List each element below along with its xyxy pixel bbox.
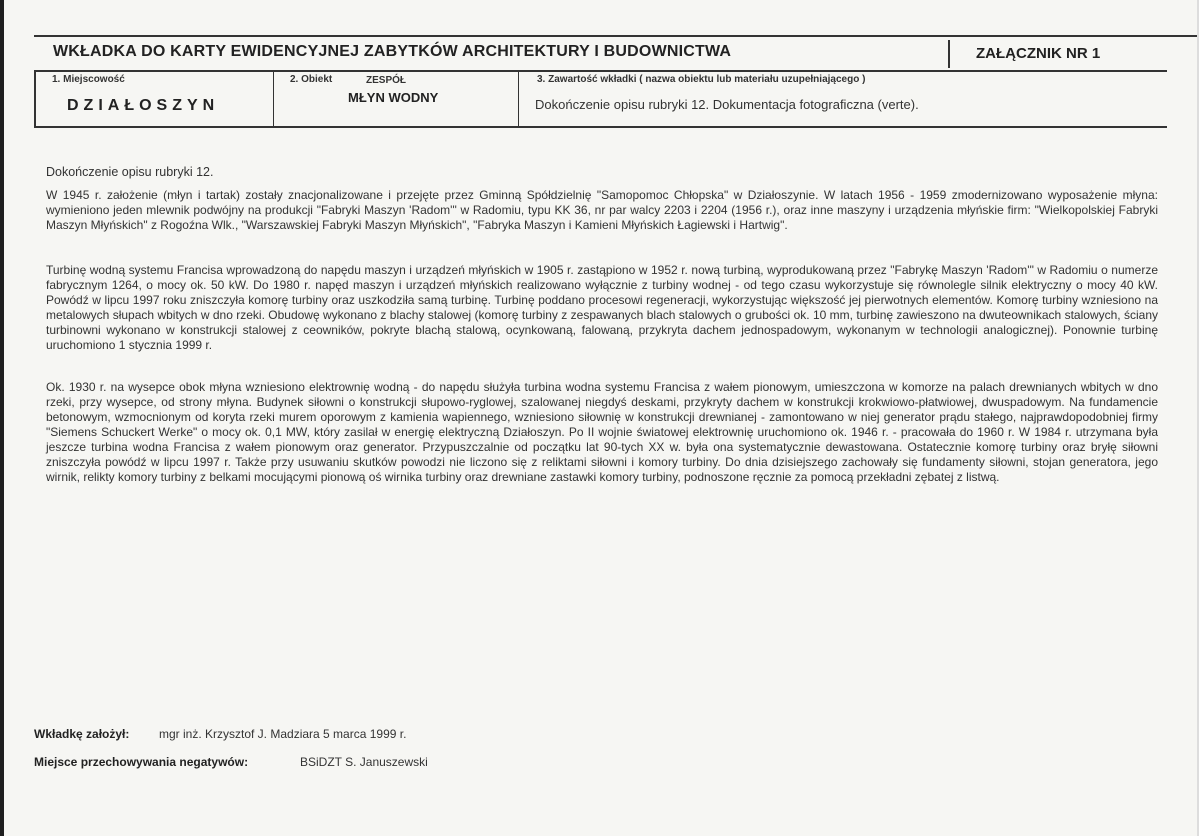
field-divider-1: [273, 70, 274, 127]
author-value: mgr inż. Krzysztof J. Madziara 5 marca 1999 r.: [159, 727, 407, 741]
paragraph-3: Ok. 1930 r. na wysepce obok młyna wzniesiono elektrownię wodną - do napędu służyła turbina wodna systemu Francisa z wałem pionowym, umieszczona w komorze na palach drewnianych wbitych w dno rzeki, przy wysepce, od strony młyna. Budynek siłowni o konstrukcji słupowo-ryglowej, szalowanej niegdyś deskami, przykryty dachem w konstrukcji krokwiowo-płatwiowej, dwuspadowym. Na fundamencie betonowym, wzmocnionym od koryta rzeki murem oporowym z kamienia wapiennego, wzniesiono siłownię w konstrukcji drewnianej - zamontowano w niej generator prądu stałego, najprawdopodobniej firmy "Siemens Schuckert Werke" o mocy ok. 0,1 MW, który zasilał w energię elektryczną Działoszyn. Po II wojnie światowej elektrownię uruchomiono ok. 1946 r. - pracowała do 1960 r. W 1984 r. utrzymana była jeszcze turbina wodna Francisa z wałem pionowym oraz generator. Przypuszczalnie od początku lat 90-tych XX w. była ona systematycznie dewastowana. Ostatecznie komorę turbiny oraz bryłę siłowni zniszczyła powódź w lipcu 1997 r. Także przy usuwaniu skutków powodzi nie liczono się z reliktami siłowni i komory turbiny. Do dnia dzisiejszego zachowały się fundamenty siłowni, stojan generatora, jego wirnik, relikty komory turbiny z belkami mocującymi pionową oś wirnika turbiny oraz drewniane zastawki komory turbiny, podnoszone ręcznie za pomocą przekładni zębatej z listwą.: [46, 380, 1158, 484]
form-title: WKŁADKA DO KARTY EWIDENCYJNEJ ZABYTKÓW ARCHITEKTURY I BUDOWNICTWA: [53, 43, 732, 60]
header-divider: [948, 40, 950, 68]
header-top-rule: [34, 35, 1199, 37]
section-title: Dokończenie opisu rubryki 12.: [46, 165, 214, 179]
content-label: 3. Zawartość wkładki ( nazwa obiektu lub materiału uzupełniającego ): [537, 74, 866, 85]
negatives-value: BSiDZT S. Januszewski: [300, 755, 428, 769]
place-value: DZIAŁOSZYN: [67, 97, 220, 114]
author-label: Wkładkę założył:: [34, 727, 130, 741]
fields-top-rule: [34, 70, 1167, 72]
content-value: Dokończenie opisu rubryki 12. Dokumentacja fotograficzna (verte).: [535, 97, 919, 112]
field-divider-2: [518, 70, 519, 127]
object-label: 2. Obiekt: [290, 74, 333, 85]
paragraph-1: W 1945 r. założenie (młyn i tartak) zostały znacjonalizowane i przejęte przez Gminną Spółdzielnię "Samopomoc Chłopska" w Działoszynie. W latach 1956 - 1959 zmodernizowano wyposażenie młyna: wymieniono jeden mlewnik podwójny na produkcji "Fabryki Maszyn 'Radom'" w Radomiu, typu KK 36, nr par walcy 2203 i 2204 (1956 r.), oraz inne maszyny i urządzenia młyńskie firm: "Wielkopolskiej Fabryki Maszyn Młyńskich" z Rogoźna Wlk., "Warszawskiej Fabryki Maszyn Młyńskich", "Fabryka Maszyn i Kamieni Młyńskich Łagiewski i Hartwig".: [46, 188, 1158, 232]
object-value-line1: ZESPÓŁ: [366, 75, 407, 86]
negatives-label: Miejsce przechowywania negatywów:: [34, 755, 249, 769]
attachment-number: ZAŁĄCZNIK NR 1: [976, 45, 1101, 62]
object-value-line2: MŁYN WODNY: [348, 90, 439, 105]
place-label: 1. Miejscowość: [52, 74, 125, 85]
fields-bottom-rule: [34, 126, 1167, 128]
fields-left-rule: [34, 70, 36, 127]
paragraph-2: Turbinę wodną systemu Francisa wprowadzoną do napędu maszyn i urządzeń młyńskich w 1905 r. zastąpiono w 1952 r. nową turbiną, wyprodukowaną przez "Fabrykę Maszyn 'Radom'" w Radomiu o numerze fabrycznym 1264, o mocy ok. 50 kW. Do 1980 r. napęd maszyn i urządzeń młyńskich realizowano wyłącznie z turbiny wodnej - od tego czasu wykorzystuje się równolegle silnik elektryczny o mocy 40 kW. Powódź w lipcu 1997 roku zniszczyła komorę turbiny oraz uszkodziła samą turbinę. Turbinę poddano procesowi regeneracji, wykorzystując większość jej pierwotnych elementów. Komorę turbiny wzniesiono na metalowych słupach wbitych w dno rzeki. Obudowę wykonano z blachy stalowej (komorę turbiny z zespawanych blach stalowych o grubości ok. 10 mm, turbinę zawieszono na dwuteownikach stalowych, ściany turbinowni wykonano w konstrukcji stalowej z ceowników, pokryte blachą stalową, ocynkowaną, falowaną, przykryta dachem jednospadowym, wykonanym w technologii analogicznej). Ponownie turbinę uruchomiono 1 stycznia 1999 r.: [46, 263, 1158, 352]
